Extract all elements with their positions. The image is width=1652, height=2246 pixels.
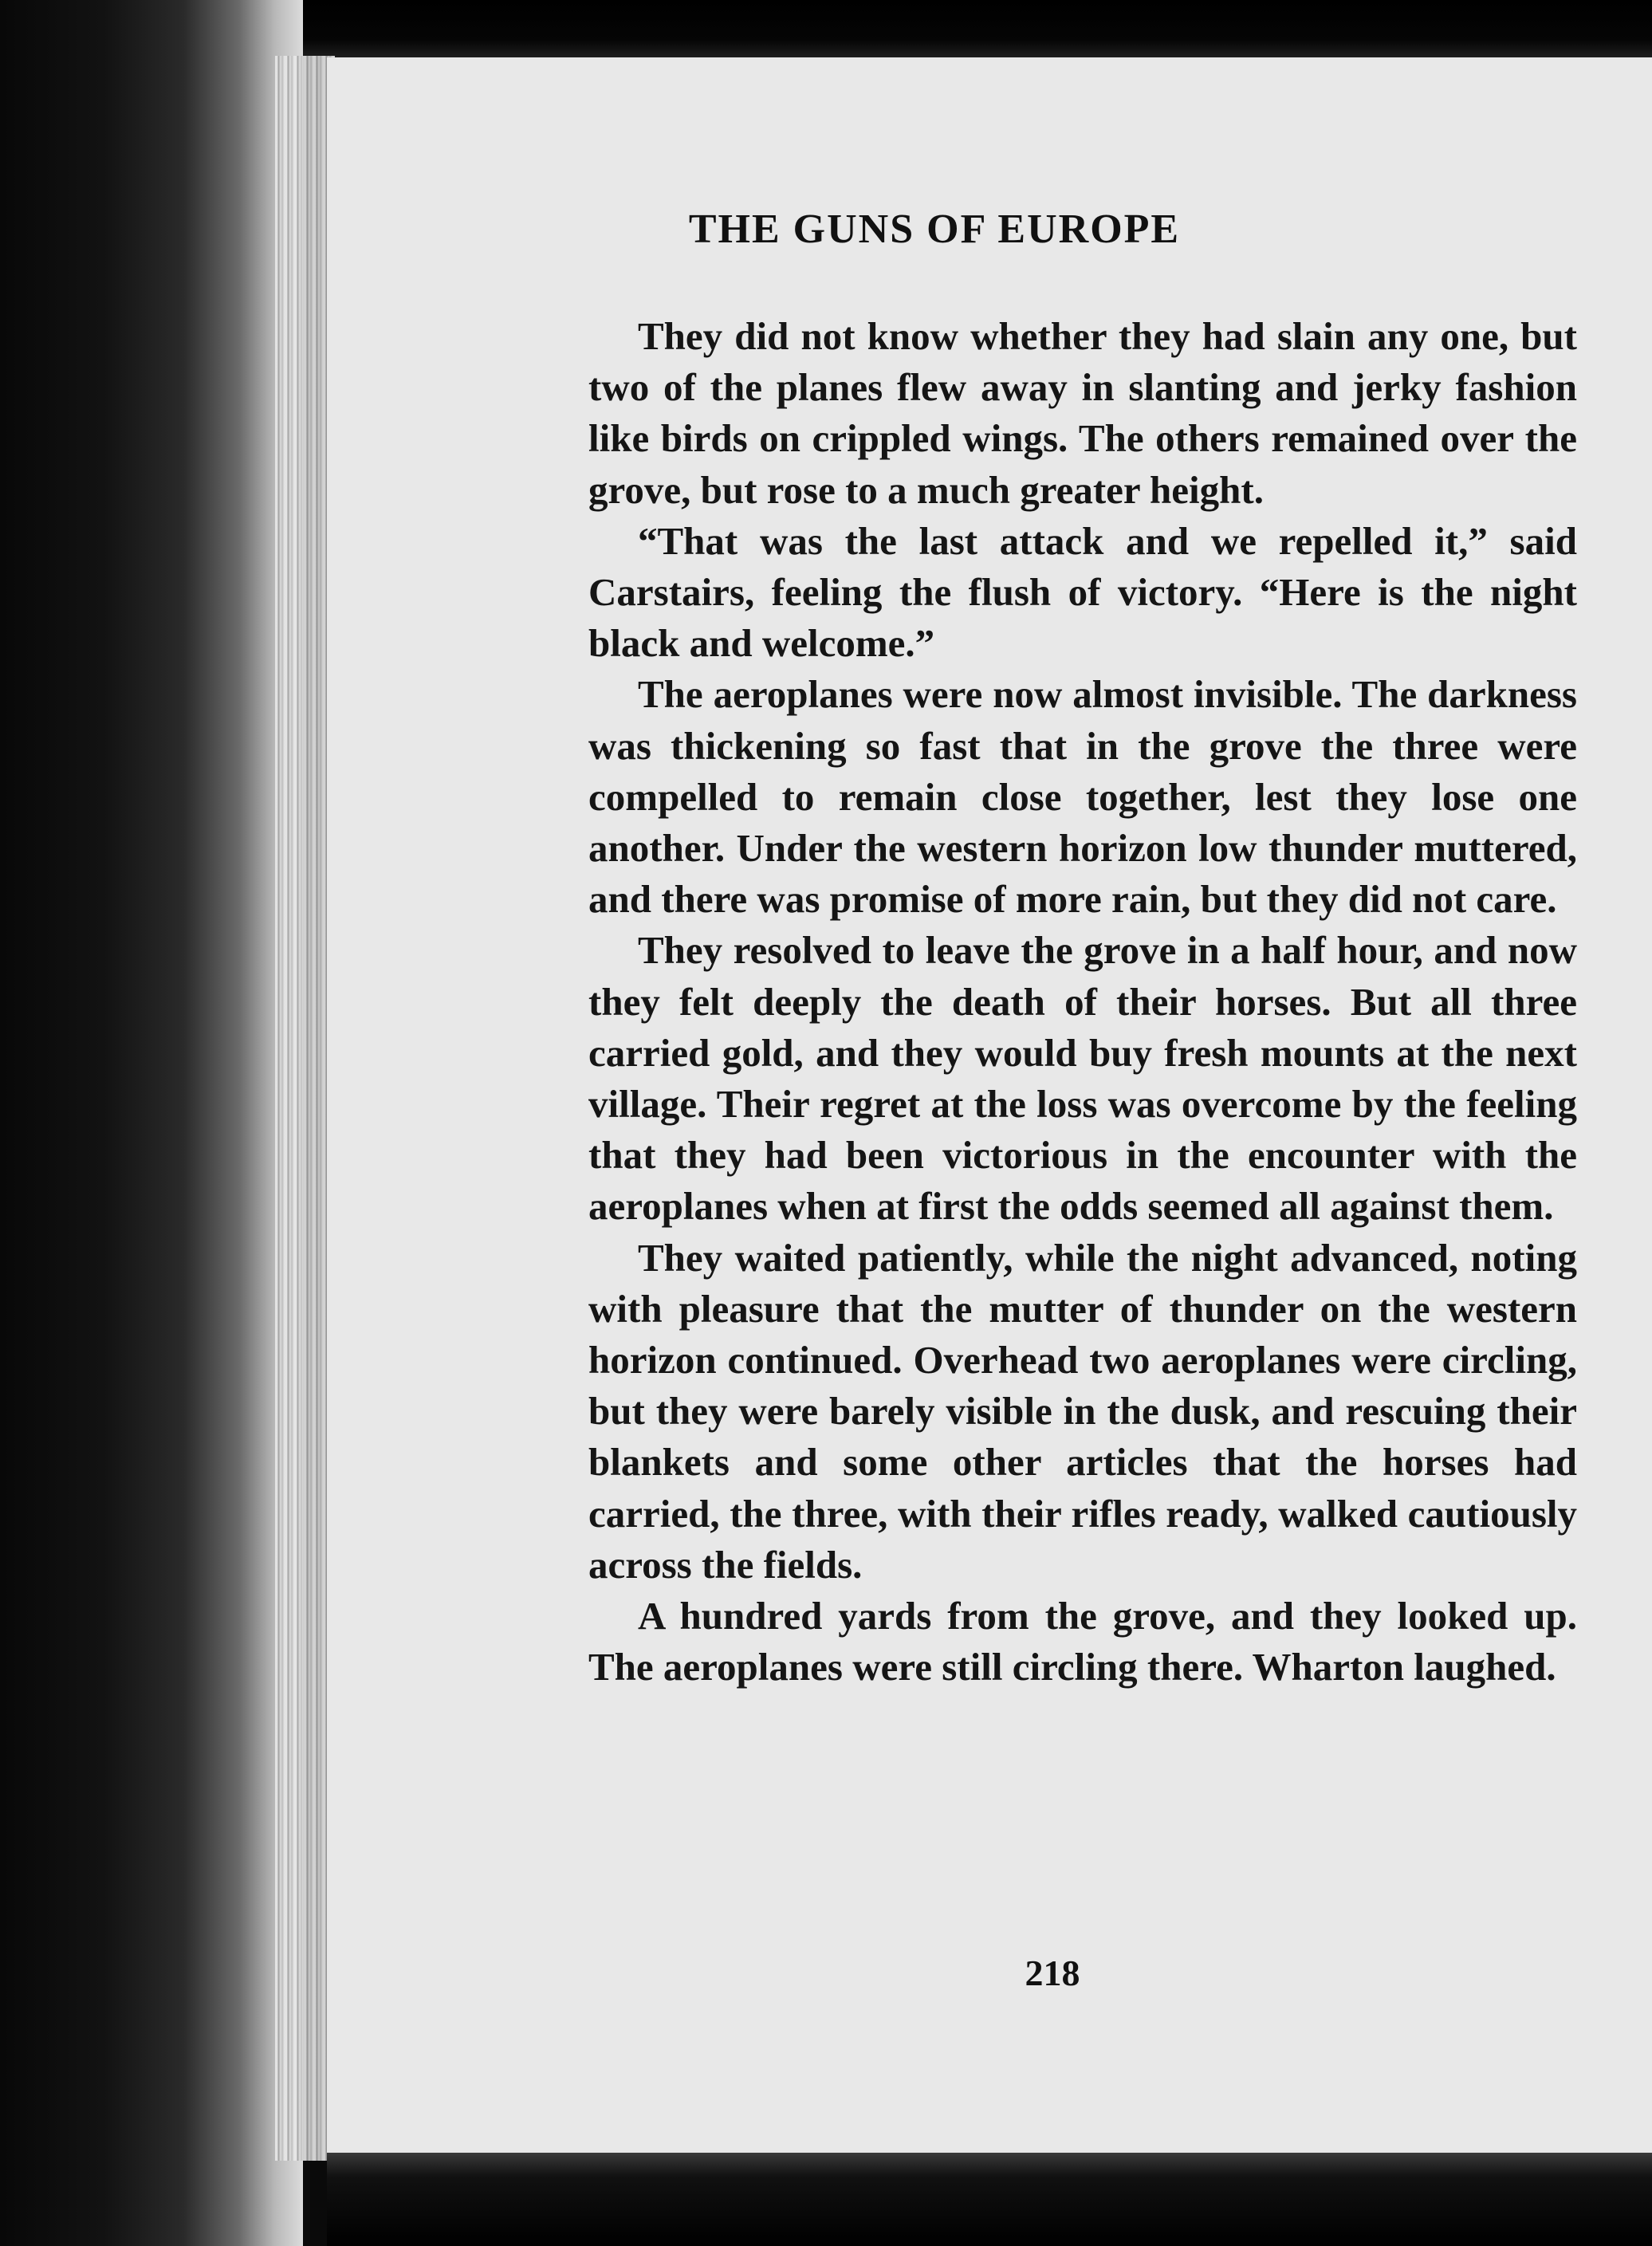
paragraph: They waited patiently, while the night advanced, noting with pleasure that the mutter of thunder on the western horizon continued. Overhead two aeroplanes were circling, but they were barely visible in the dusk, and rescuing their blankets and some other articles that the horses had carried, the three, with their rifles ready, walked cautiously across the fields. [588,1235,1577,1587]
top-shadow [303,0,1652,57]
book-spine [0,0,303,2246]
page-edges [275,56,335,2161]
paragraph: The aeroplanes were now almost invisible. The darkness was thickening so fast that in the grove the three were compelled to remain close together, lest they lose one another. Under the western horizon low thunder muttered, and there was promise of more rain, but they did not care. [588,672,1577,922]
paragraph: “That was the last attack and we repelled it,” said Carstairs, feeling the flush of victory. “Here is the night black and welcome.” [588,518,1577,666]
page-number: 218 [1025,1953,1080,1993]
paragraph: A hundred yards from the grove, and they looked up. The aeroplanes were still circling there. Wharton laughed. [588,1594,1577,1689]
bottom-shadow [327,2153,1652,2246]
body-text [588,311,1577,1693]
paragraph: They did not know whether they had slain any one, but two of the planes flew away in slanting and jerky fashion like birds on crippled wings. The others remained over the grove, but rose to a much greater height. [588,314,1577,512]
running-head: THE GUNS OF EUROPE [688,207,1181,252]
paragraph: They resolved to leave the grove in a half hour, and now they felt deeply the death of their horses. But all three carried gold, and they would buy fresh mounts at the next village. Their regret at the loss was overcome by the feeling that they had been victorious in the encounter with the aeroplanes when at first the odds seemed all against them. [588,928,1577,1229]
